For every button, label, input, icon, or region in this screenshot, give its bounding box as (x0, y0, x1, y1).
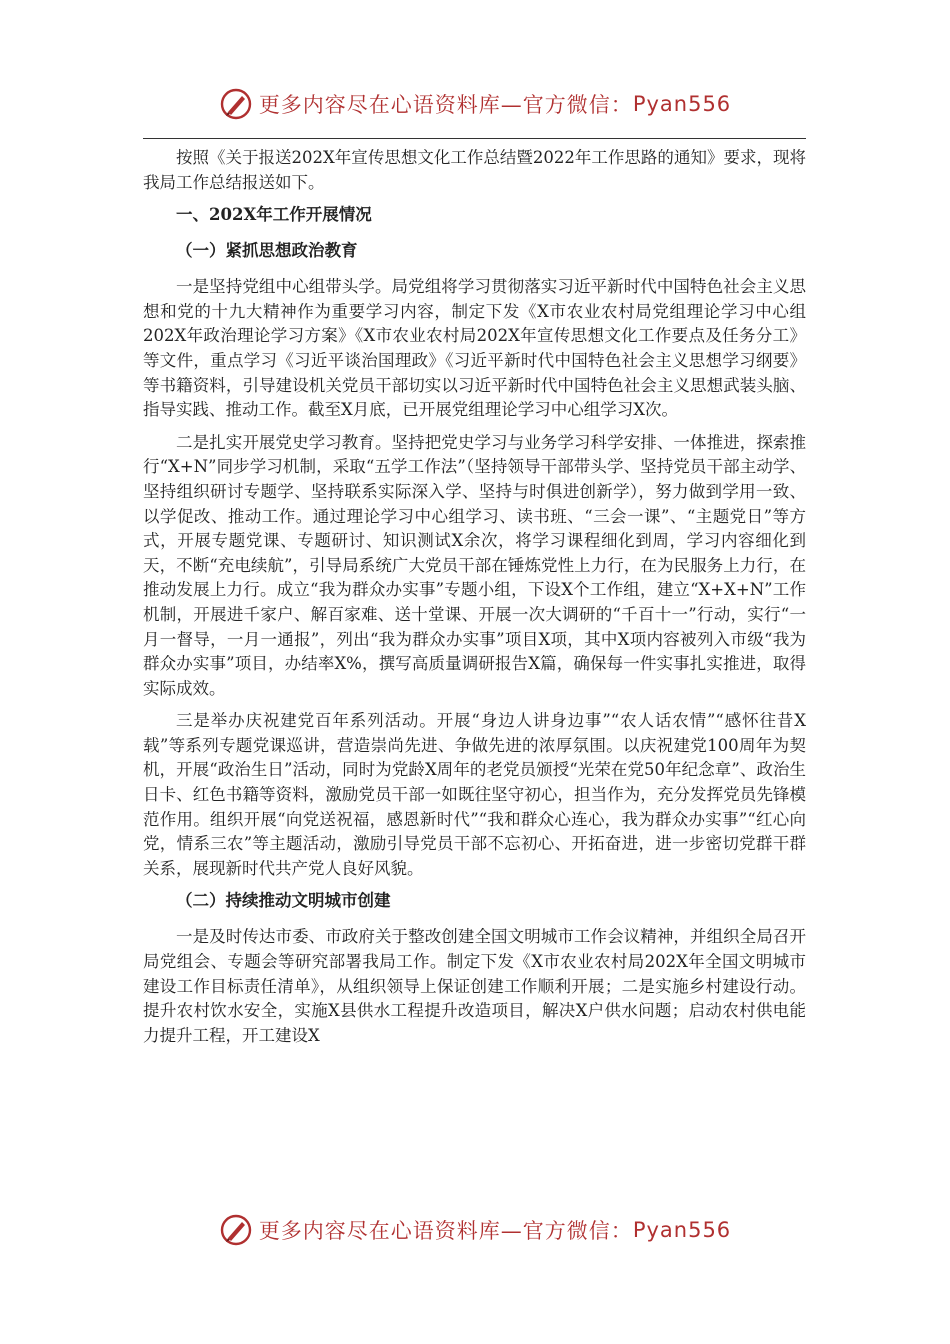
document-body (143, 146, 806, 1056)
watermark-wechat-id: Pyan556 (632, 1218, 732, 1242)
subsection-1-paragraph-1: 一是坚持党组中心组带头学。局党组将学习贯彻落实习近平新时代中国特色社会主义思想和党的十九大精神作为重要学习内容，制定下发《X市农业农村局党组理论学习中心组202X年政治理论学习方案》《X市农业农村局202X年宣传思想文化工作要点及任务分工》等文件，重点学习《习近平谈治国理政》《习近平新时代中国特色社会主义思想学习纲要》等书籍资料，引导建设机关党员干部切实以习近平新时代中国特色社会主义思想武装头脑、指导实践、推动工作。截至X月底，已开展党组理论学习中心组学习X次。 (143, 277, 806, 420)
watermark-wechat-id: Pyan556 (632, 92, 732, 116)
watermark-footer (0, 1210, 950, 1250)
header-divider (143, 138, 806, 139)
subsection-2-paragraph-1: 一是及时传达市委、市政府关于整改创建全国文明城市工作会议精神，并组织全局召开局党组会、专题会等研究部署我局工作。制定下发《X市农业农村局202X年全国文明城市建设工作目标责任清单》，从组织领导上保证创建工作顺利开展；二是实施乡村建设行动。提升农村饮水安全，实施X县供水工程提升改造项目，解决X户供水问题；启动农村供电能力提升工程，开工建设X (143, 927, 806, 1045)
intro-paragraph: 按照《关于报送202X年宣传思想文化工作总结暨2022年工作思路的通知》要求，现将我局工作总结报送如下。 (143, 148, 806, 192)
section-1-title: 一、202X年工作开展情况 (176, 205, 372, 225)
subsection-1-paragraph-2: 二是扎实开展党史学习教育。坚持把党史学习与业务学习科学安排、一体推进，探索推行“X+N”同步学习机制，采取“五学工作法”（坚持领导干部带头学、坚持党员干部主动学、坚持组织研讨专题学、坚持联系实际深入学、坚持与时俱进创新学），努力做到学用一致、以学促改、推动工作。通过理论学习中心组学习、读书班、“三会一课”、“主题党日”等方式，开展专题党课、专题研讨、知识测试X余次，将学习课程细化到周，学习内容细化到天，不断“充电续航”，引导局系统广大党员干部在锤炼党性上力行，在为民服务上力行，在推动发展上力行。成立“我为群众办实事”专题小组，下设X个工作组，建立“X+X+N”工作机制，开展进千家户、解百家难、送十堂课、开展一次大调研的“千百十一”行动，实行“一月一督导，一月一通报”，列出“我为群众办实事”项目X项，其中X项内容被列入市级“我为群众办实事”项目，办结率X%，撰写高质量调研报告X篇，确保每一件实事扎实推进，取得实际成效。 (143, 432, 806, 698)
watermark-text: 更多内容尽在心语资料库—官方微信： (258, 1219, 633, 1243)
watermark-header (0, 84, 950, 124)
subsection-1-title: （一）紧抓思想政治教育 (176, 241, 358, 261)
pen-circle-icon (219, 87, 253, 121)
subsection-2-title: （二）持续推动文明城市创建 (176, 891, 391, 911)
watermark-text: 更多内容尽在心语资料库—官方微信： (258, 93, 633, 117)
subsection-1-paragraph-3: 三是举办庆祝建党百年系列活动。开展“身边人讲身边事”“农人话农情”“感怀往昔X载”等系列专题党课巡讲，营造崇尚先进、争做先进的浓厚氛围。以庆祝建党100周年为契机，开展“政治生日”活动，同时为党龄X周年的老党员颁授“光荣在党50年纪念章”、政治生日卡、红色书籍等资料，激励党员干部一如既往坚守初心，担当作为，充分发挥党员先锋模范作用。组织开展“向党送祝福，感恩新时代”“我和群众心连心，我为群众办实事”“红心向党，情系三农”等主题活动，激励引导党员干部不忘初心、开拓奋进，进一步密切党群干群关系，展现新时代共产党人良好风貌。 (143, 711, 806, 878)
pen-circle-icon (219, 1213, 253, 1247)
